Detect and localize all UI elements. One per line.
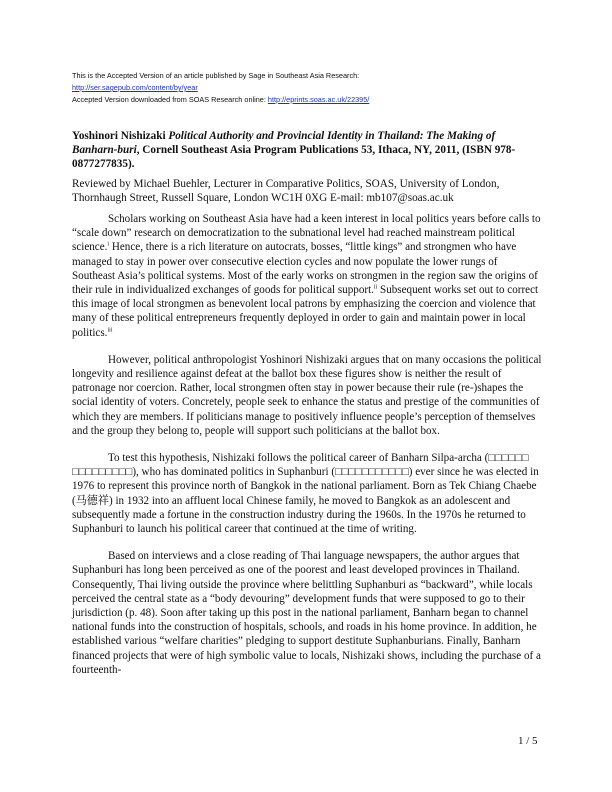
footnote-marker[interactable]: i — [107, 241, 110, 248]
book-title: Political Authority and Provincial Identity in Thailand: The Making of Banharn-buri — [72, 130, 496, 156]
paragraph-text: ) ever since he was elected in 1976 to represent this province north of Bangkok in the national parliament. Born as Tek Chiang Chaebe ( — [72, 466, 539, 507]
paragraph-text: Subsequent works set out to correct this image of local strongmen as benevolent local patrons by emphasizing the coercion and violence that many of these political entrepreneurs frequently deployed in order to gain and maintain power in local politics. — [72, 284, 539, 339]
sage-journal-link[interactable]: http://ser.sagepub.com/content/by/year — [72, 83, 198, 92]
download-notice-text: Accepted Version downloaded from SOAS Research online: — [72, 95, 268, 104]
reviewer-info: Reviewed by Michael Buehler, Lecturer in Comparative Politics, SOAS, University of London, Thornhaugh Street, Russell Square, London WC1H 0XG E-mail: mb107@soas.ac.uk — [72, 178, 500, 204]
thai-province-name: □□□□□□□□□□□ — [335, 466, 409, 479]
paragraph-text: ), who has dominated politics in Suphanburi ( — [132, 466, 336, 479]
paragraph-text: To test this hypothesis, Nishizaki follows the political career of Banharn Silpa-archa ( — [108, 452, 489, 465]
book-details: , Cornell Southeast Asia Program Publications 53, Ithaca, NY, 2011, (ISBN 978-0877277835). — [72, 144, 516, 170]
soas-eprints-link[interactable]: http://eprints.soas.ac.uk/22395/ — [267, 95, 370, 104]
publication-notice — [72, 70, 542, 106]
paragraph-text: Scholars working on Southeast Asia have had a keen interest in local politics years before calls to “scale down” research on democratization to the subnational level had reached mainstream political science. — [72, 213, 541, 254]
paragraph-4: Based on interviews and a close reading of Thai language newspapers, the author argues that Suphanburi has long been perceived as one of the poorest and least developed provinces in Thailand. Consequently, Thai living outside the province where belittling Suphanburi as “backward”, while locals perceived the central state as a “body devouring” development funds that were supposed to go to their jurisdiction (p. 48). Soon after taking up this post in the national parliament, Banharn began to channel national funds into the construction of hospitals, schools, and roads in his home province. In addition, he established various “welfare charities” pledging to support destitute Suphanburians. Finally, Banharn financed projects that were of high symbolic value to locals, Nishizaki shows, including the purchase of a fourteenth- — [72, 550, 541, 676]
book-author: Yoshinori Nishizaki — [72, 130, 166, 142]
review-body — [72, 212, 542, 690]
paragraph-text: Hence, there is a rich literature on autocrats, bosses, “little kings” and strongmen who have managed to stay in power over consecutive election cycles and now populate the lower rungs of Southeast Asia’s political systems. Most of the early works on strongmen in the region saw the origins of their rule in individualized exchanges of goods for political support. — [72, 241, 538, 297]
paragraph-text: ) in 1932 into an affluent local Chinese family, he moved to Bangkok as an adolescent and subsequently made a fortune in the construction industry during the 1960s. In the 1970s he returned to Suphanburi to launch his political career that continued at the time of writing. — [72, 494, 526, 536]
paragraph-3 — [72, 451, 542, 536]
page-number: 1 / 5 — [518, 735, 538, 747]
chinese-name: 马德祥 — [75, 494, 109, 507]
thai-name: □□□□□□ □□□□□□□□□ — [72, 452, 529, 479]
book-citation — [72, 129, 542, 171]
footnote-marker[interactable]: ii — [373, 284, 378, 291]
publication-notice-line: This is the Accepted Version of an article published by Sage in Southeast Asia Research: — [72, 71, 360, 80]
footnote-marker[interactable]: iii — [107, 326, 113, 333]
paragraph-2: However, political anthropologist Yoshinori Nishizaki argues that on many occasions the political longevity and resilience against defeat at the ballot box these figures show is neither the result of patronage nor coercion. Rather, local strongmen often stay in power because their rule (re-)shapes the social identity of voters. Concretely, people seek to enhance the status and prestige of the communities of which they are members. If politicians manage to positively influence people’s perception of themselves and the group they belong to, people will support such politicians at the ballot box. — [72, 353, 542, 437]
paragraph-1 — [72, 212, 542, 340]
